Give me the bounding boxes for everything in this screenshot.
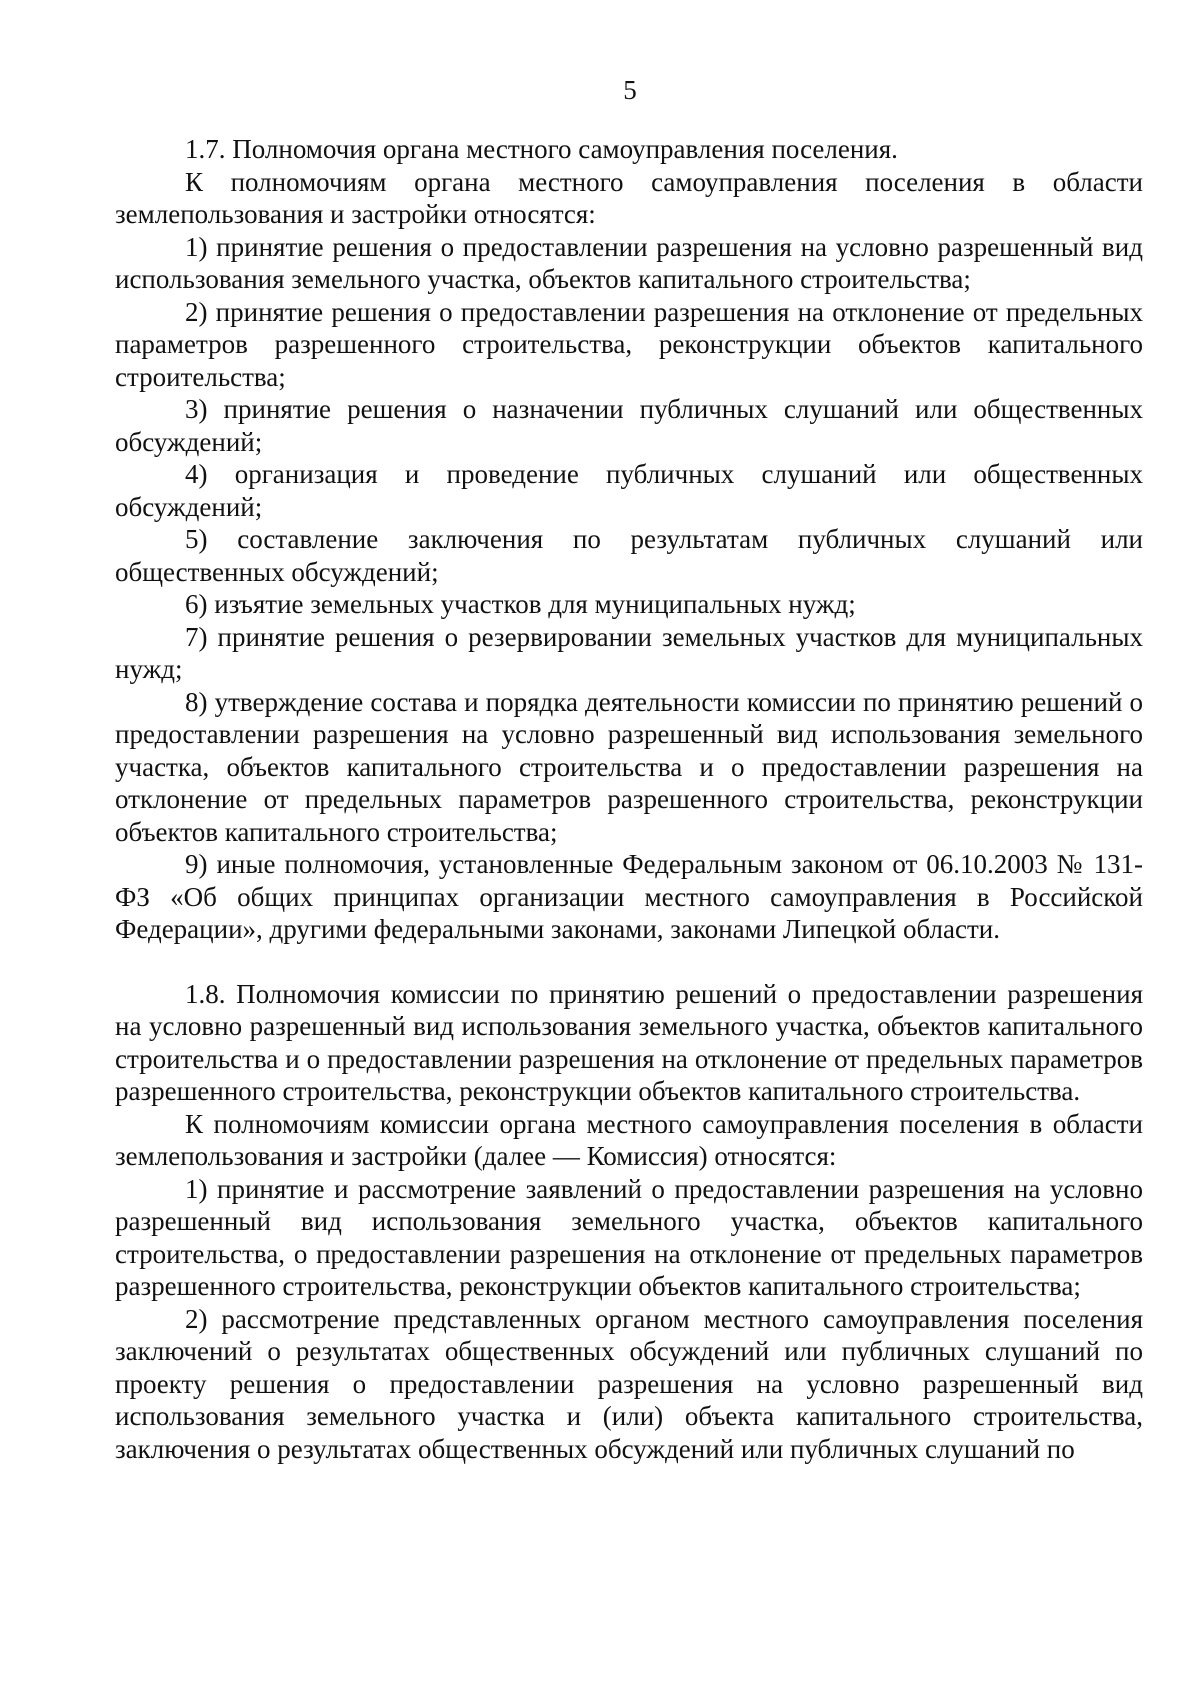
document-body — [115, 133, 1143, 1465]
section-1-7-item — [115, 231, 1143, 296]
item-text: изъятие земельных участков для муниципальных нужд; — [214, 589, 856, 619]
section-spacer — [115, 946, 1143, 978]
item-number: 9) — [185, 849, 208, 879]
section-1-8-item — [115, 1173, 1143, 1303]
item-number: 1) — [185, 1173, 208, 1204]
item-text: принятие и рассмотрение заявлений о предоставлении разрешения на условно разрешенный вид использования земельного участка, объектов капитального строительства, о предоставлении разрешения на отклонение от предельных параметров разрешенного строительства, реконструкции объектов капитального строительства; — [115, 1173, 1143, 1301]
section-1-7-item — [115, 458, 1143, 523]
section-1-7-item — [115, 686, 1143, 849]
section-1-7-intro: К полномочиям органа местного самоуправления поселения в области землепользования и застройки относятся: — [115, 166, 1143, 229]
item-number: 6) — [185, 589, 208, 619]
item-text: составление заключения по результатам публичных слушаний или общественных обсуждений; — [115, 524, 1144, 587]
item-number: 7) — [185, 621, 208, 652]
item-number: 5) — [185, 524, 208, 554]
item-text: принятие решения о предоставлении разрешения на отклонение от предельных параметров разрешенного строительства, реконструкции объектов капитального строительства; — [115, 296, 1144, 392]
item-text: иные полномочия, установленные Федеральным законом от 06.10.2003 № 131-ФЗ «Об общих принципах организации местного самоуправления в Российской Федерации», другими федеральными законами, законами Липецкой области. — [115, 849, 1144, 944]
section-1-7-item — [115, 393, 1143, 458]
item-text: принятие решения о назначении публичных слушаний или общественных обсуждений; — [115, 394, 1144, 457]
item-number: 1) — [185, 231, 208, 262]
section-1-7-heading: 1.7. Полномочия органа местного самоуправления поселения. — [185, 134, 898, 164]
item-text: утверждение состава и порядка деятельности комиссии по принятию решений о предоставлении разрешения на условно разрешенный вид использования земельного участка, объектов капитального строительства и о предоставлении разрешения на отклонение от предельных параметров разрешенного строительства, реконструкции объектов капитального строительства; — [115, 686, 1143, 847]
section-1-7-item — [115, 523, 1143, 588]
section-1-7-item — [115, 621, 1143, 686]
section-1-8-intro: К полномочиям комиссии органа местного самоуправления поселения в области землепользования и застройки (далее — Комиссия) относятся: — [115, 1108, 1143, 1171]
item-text: рассмотрение представленных органом местного самоуправления поселения заключений о результатах общественных обсуждений или публичных слушаний по проекту решения о предоставлении разрешения на условно разрешенный вид использования земельного участка и (или) объекта капитального строительства, заключения о результатах общественных обсуждений или публичных слушаний по — [115, 1303, 1143, 1464]
item-number: 8) — [185, 686, 208, 717]
item-number: 2) — [185, 1303, 208, 1334]
item-text: принятие решения о резервировании земельных участков для муниципальных нужд; — [115, 621, 1143, 684]
section-1-8-item — [115, 1303, 1143, 1466]
item-text: принятие решения о предоставлении разрешения на условно разрешенный вид использования земельного участка, объектов капитального строительства; — [115, 231, 1143, 294]
item-number: 4) — [185, 459, 208, 489]
section-1-8-heading: 1.8. Полномочия комиссии по принятию решений о предоставлении разрешения на условно разрешенный вид использования земельного участка, объектов капитального строительства и о предоставлении разрешения на отклонение от предельных параметров разрешенного строительства, реконструкции объектов капитального строительства. — [115, 978, 1143, 1106]
page-number: 5 — [623, 75, 637, 105]
section-1-7-item — [115, 848, 1143, 946]
item-text: организация и проведение публичных слушаний или общественных обсуждений; — [115, 459, 1143, 522]
section-1-7-item — [115, 296, 1143, 394]
section-1-7-item — [115, 588, 1143, 621]
item-number: 3) — [185, 394, 208, 424]
item-number: 2) — [185, 296, 208, 327]
